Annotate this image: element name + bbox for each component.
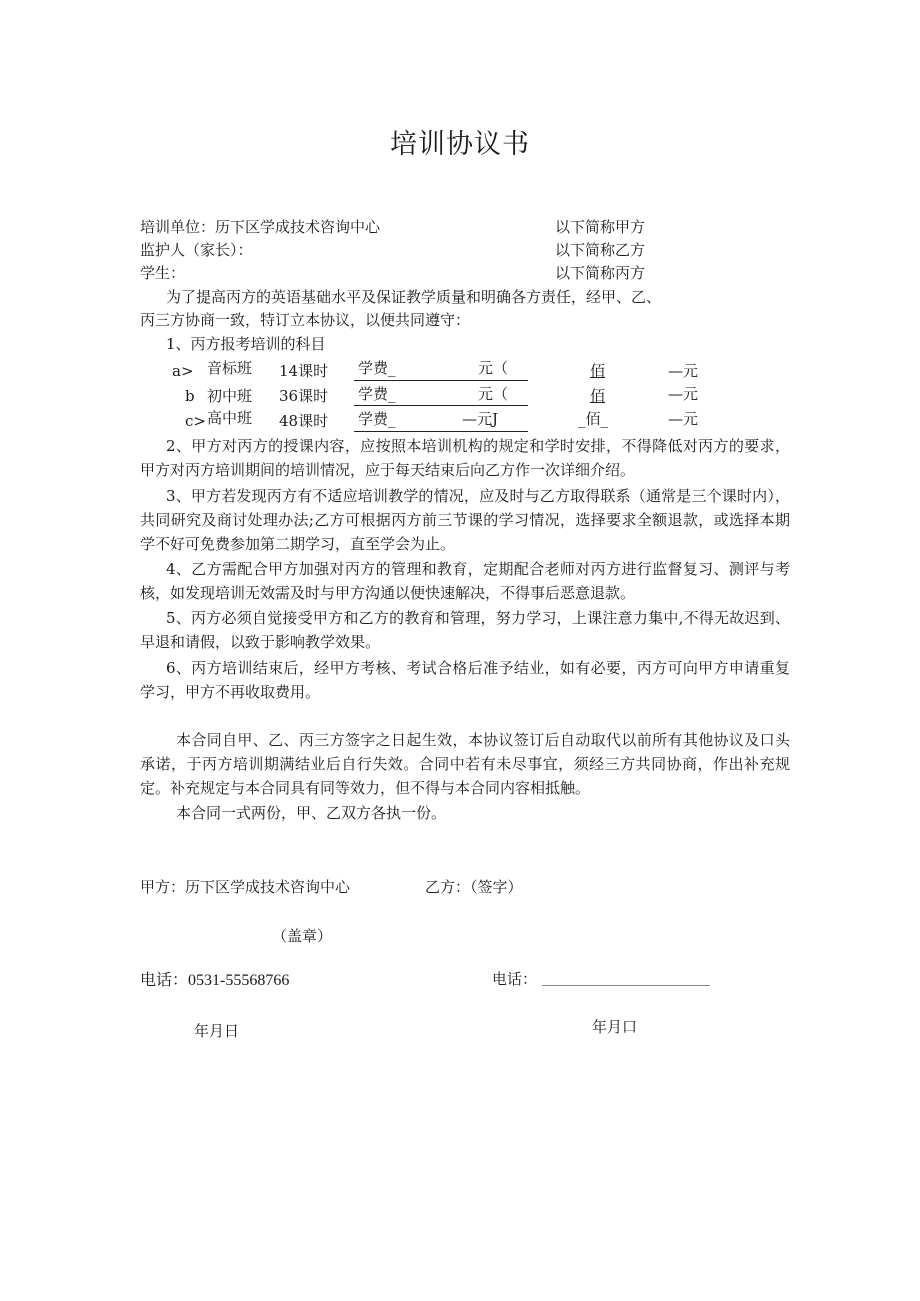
party-c-label: 学生： bbox=[140, 264, 186, 282]
course-fee-bai: 佰 bbox=[590, 387, 606, 405]
course-name: 高中班 bbox=[207, 409, 253, 427]
party-b-label: 监护人（家长）： bbox=[140, 241, 253, 259]
course-fee-end: —元 bbox=[668, 385, 699, 403]
copies-statement: 本合同一式两份，甲、乙双方各执一份。 bbox=[176, 804, 447, 822]
clause-5: 5、丙方必须自觉接受甲方和乙方的教育和管理，努力学习，上课注意力集中,不得无故迟到、早退和请假，以致于影响教学效果。 bbox=[140, 609, 790, 651]
course-fee-yuan: —元J bbox=[462, 410, 499, 428]
course-name: 初中班 bbox=[207, 387, 253, 405]
party-a-note: 以下简称甲方 bbox=[555, 218, 646, 236]
party-b-phone-line bbox=[542, 985, 710, 986]
clause-4: 4、乙方需配合甲方加强对丙方的管理和教育，定期配合老师对丙方进行监督复习、测评与考核，如发现培训无效需及时与甲方沟通以便快速解决，不得事后恶意退款。 bbox=[140, 560, 790, 602]
intro-line-1: 为了提高丙方的英语基础水平及保证教学质量和明确各方责任，经甲、乙、 bbox=[166, 288, 662, 306]
course-row-marker: c> bbox=[185, 412, 206, 430]
course-fee-yuan: 元（ bbox=[478, 385, 509, 403]
intro-line-2: 丙三方协商一致，特订立本协议，以便共同遵守： bbox=[140, 311, 471, 329]
clause-3: 3、甲方若发现丙方有不适应培训教学的情况，应及时与乙方取得联系（通常是三个课时内），共同研究及商讨处理办法;乙方可根据丙方前三节课的学习情况，选择要求全额退款，或选择本期学不好可免费参加第二期学习，直至学会为止。 bbox=[140, 487, 790, 553]
clause-2: 2、甲方对丙方的授课内容，应按照本培训机构的规定和学时安排，不得降低对丙方的要求，甲方对丙方培训期间的培训情况，应于每天结束后向乙方作一次详细介绍。 bbox=[140, 437, 790, 479]
clause-6: 6、丙方培训结束后，经甲方考核、考试合格后准予结业，如有必要，丙方可向甲方申请重复学习，甲方不再收取费用。 bbox=[140, 659, 790, 701]
course-fee-label: 学费_ bbox=[358, 359, 396, 377]
fee-underline bbox=[354, 380, 528, 381]
party-a-signature: 甲方：历下区学成技术咨询中心 bbox=[140, 878, 351, 896]
party-b-note: 以下简称乙方 bbox=[555, 241, 646, 259]
course-row-marker: b bbox=[185, 387, 195, 405]
fee-underline bbox=[354, 405, 528, 406]
course-row-marker: a> bbox=[172, 362, 194, 380]
course-hours: 14课时 bbox=[279, 362, 329, 380]
course-hours: 36课时 bbox=[279, 387, 329, 405]
course-hours: 48课时 bbox=[279, 412, 329, 430]
party-a-phone: 电话：0531-55568766 bbox=[140, 972, 290, 989]
course-fee-yuan: 元（ bbox=[478, 359, 509, 377]
fee-underline bbox=[354, 431, 528, 432]
seal-label: （盖章） bbox=[272, 927, 333, 945]
closing-paragraph: 本合同自甲、乙、丙三方签字之日起生效，本协议签订后自动取代以前所有其他协议及口头承诺，于丙方培训期满结业后自行失效。合同中若有未尽事宜，须经三方共同协商，作出补充规定。补充规定与本合同具有同等效力，但不得与本合同内容相抵触。 bbox=[140, 731, 790, 797]
course-fee-bai: 佰 bbox=[590, 362, 606, 380]
course-fee-bai: _佰_ bbox=[578, 410, 609, 428]
party-a-date: 年月日 bbox=[194, 1022, 240, 1040]
course-fee-label: 学费_ bbox=[358, 410, 396, 428]
party-c-note: 以下简称丙方 bbox=[555, 264, 646, 282]
party-a-label: 培训单位：历下区学成技术咨询中心 bbox=[140, 218, 381, 236]
party-b-phone-label: 电话： bbox=[492, 970, 538, 988]
party-b-date: 年月口 bbox=[592, 1018, 638, 1036]
document-title: 培训协议书 bbox=[390, 129, 530, 160]
course-name: 音标班 bbox=[207, 359, 253, 377]
course-fee-end: —元 bbox=[668, 362, 699, 380]
course-fee-end: —元 bbox=[668, 410, 699, 428]
course-fee-label: 学费_ bbox=[358, 385, 396, 403]
clause-1-heading: 1、丙方报考培训的科目 bbox=[166, 335, 326, 353]
party-b-signature: 乙方：（签字） bbox=[425, 878, 523, 896]
